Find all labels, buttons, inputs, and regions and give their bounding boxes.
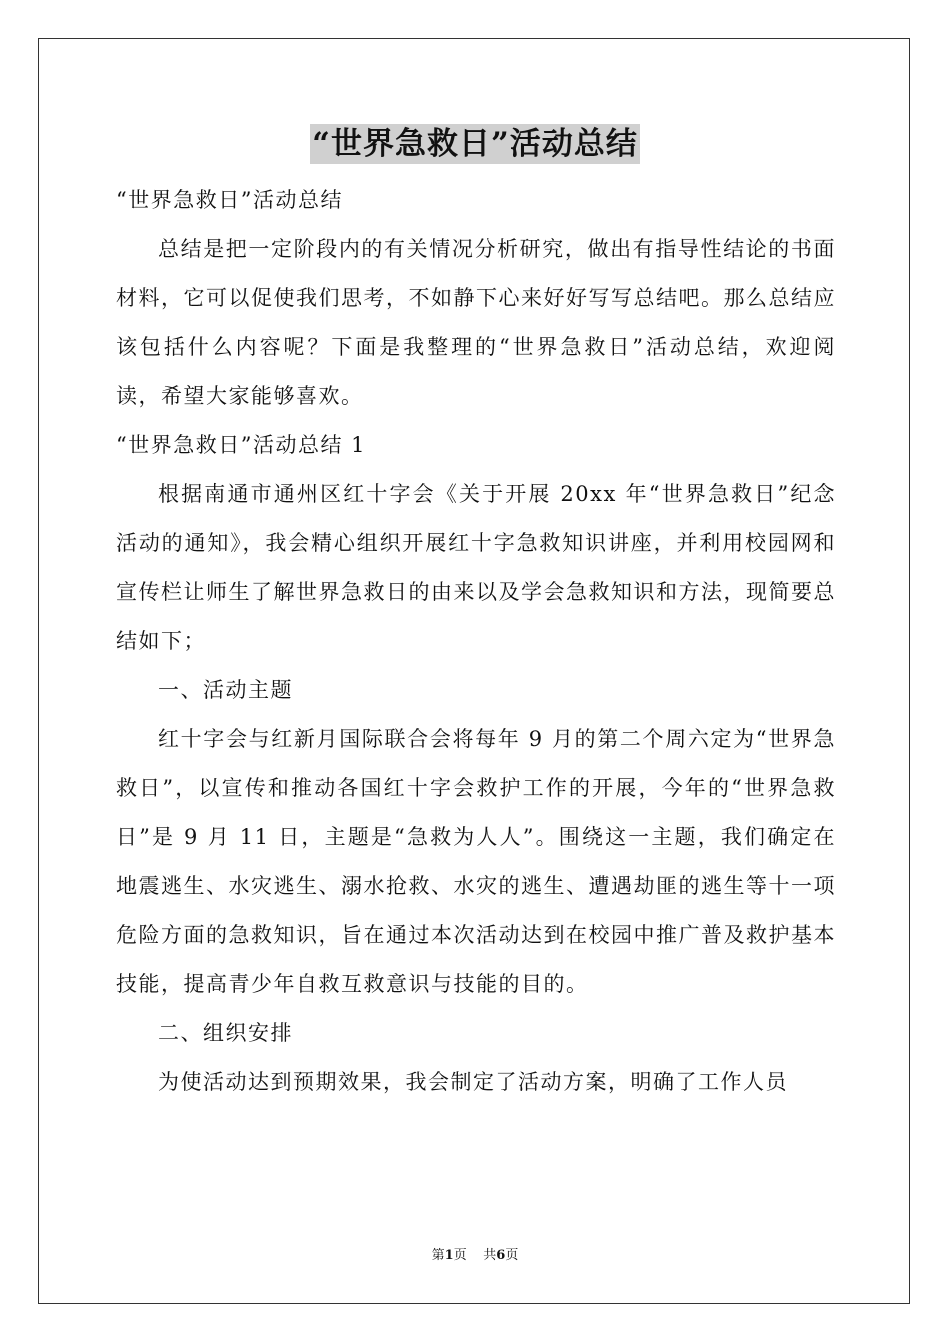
total-pages: 6 (496, 1248, 506, 1263)
total-prefix: 共 (483, 1248, 497, 1263)
document-body (116, 176, 836, 1107)
subtitle-paragraph: “世界急救日”活动总结 (116, 188, 343, 212)
page-footer (0, 1246, 950, 1266)
document-title: “世界急救日”活动总结 (312, 126, 638, 162)
body-paragraph: 根据南通市通州区红十字会《关于开展 20xx 年“世界急救日”纪念活动的通知》，我会精心组织开展红十字急救知识讲座，并利用校园网和宣传栏让师生了解世界急救日的由来以及学会急救知识和方法，现简要总结如下； (116, 482, 836, 653)
subheading-organization: 二、组织安排 (158, 1021, 293, 1045)
body-paragraph: 红十字会与红新月国际联合会将每年 9 月的第二个周六定为“世界急救日”，以宣传和推动各国红十字会救护工作的开展，今年的“世界急救日”是 9 月 11 日，主题是“急救为人人”。围绕这一主题，我们确定在地震逃生、水灾逃生、溺水抢救、水灾的逃生、遭遇劫匪的逃生等十一项危险方面的急救知识，旨在通过本次活动达到在校园中推广普及救护基本技能，提高青少年自救互救意识与技能的目的。 (116, 727, 836, 996)
intro-paragraph: 总结是把一定阶段内的有关情况分析研究，做出有指导性结论的书面材料，它可以促使我们思考，不如静下心来好好写写总结吧。那么总结应该包括什么内容呢？下面是我整理的“世界急救日”活动总结，欢迎阅读，希望大家能够喜欢。 (116, 237, 836, 408)
body-paragraph: 为使活动达到预期效果，我会制定了活动方案，明确了工作人员 (158, 1070, 788, 1094)
section-heading: “世界急救日”活动总结 1 (116, 433, 367, 457)
total-suffix: 页 (505, 1248, 519, 1263)
title-container (0, 124, 950, 164)
page-prefix: 第 (431, 1248, 445, 1263)
page-suffix: 页 (453, 1248, 467, 1263)
subheading-activity-theme: 一、活动主题 (158, 678, 293, 702)
page-number: 1 (444, 1248, 454, 1263)
